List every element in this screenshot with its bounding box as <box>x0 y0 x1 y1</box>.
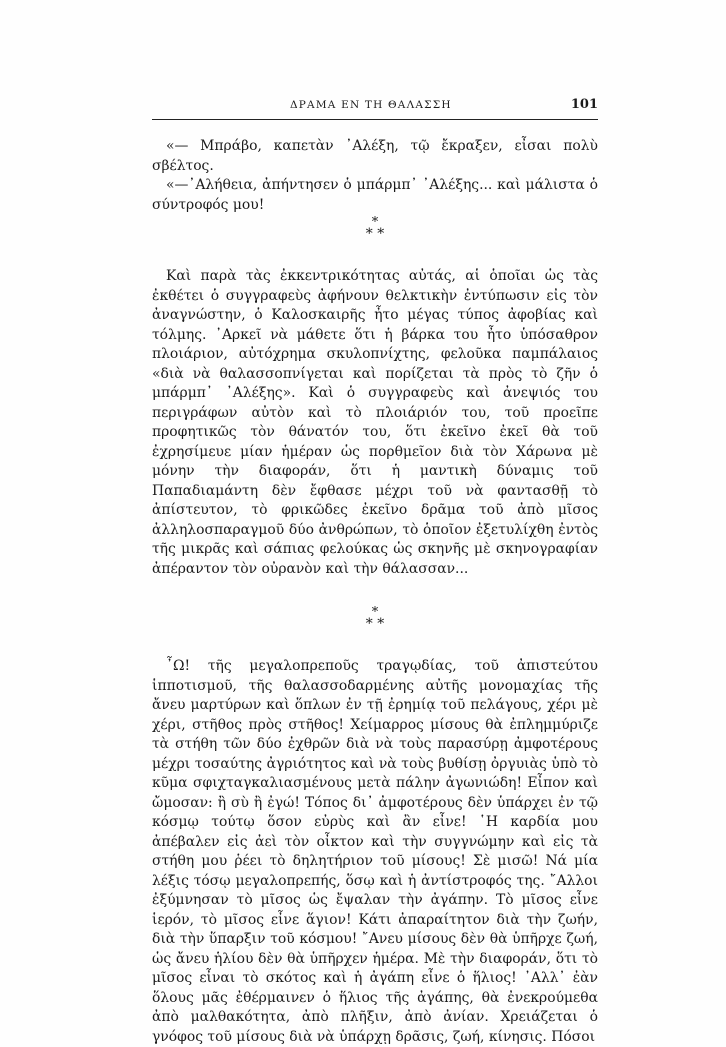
body-paragraph: Καὶ παρὰ τὰς ἐκκεντρικότητας αὐτάς, αἱ ὁποῖαι ὡς τὰς ἐκθέτει ὁ συγγραφεὺς ἀφήνουν θελκτικὴν ἐντύπωσιν εἰς τὸν ἀναγνώστην, ὁ Καλοσκαιρῆς ἦτο μέγας τύπος ἀφοβίας καὶ τόλμης. ᾽Αρκεῖ νὰ μάθετε ὅτι ἡ βάρκα του ἦτο ὑπόσαθρον πλοιάριον, αὐτόχρημα σκυλοπνίχτης, φελοῦκα παμπάλαιος «διὰ νὰ θαλασσοπνίγεται καὶ πορίζεται τὰ πρὸς τὸ ζῆν ὁ μπάρμπ᾽ ᾽Αλέξης». Καὶ ὁ συγγραφεὺς καὶ ἀνεψιός του περιγράφων αὐτὸν καὶ τὸ πλοιάριόν του, τοῦ προεῖπε προφητικῶς τὸν θάνατόν του, ὅτι ἐκεῖνο ἐκεῖ θὰ τοῦ ἐχρησίμευε μίαν ἡμέραν ὡς πορθμεῖον διὰ τὸν Χάρωνα μὲ μόνην τὴν διαφοράν, ὅτι ἡ μαντικὴ δύναμις τοῦ Παπαδιαμάντη δὲν ἔφθασε μέχρι τοῦ νὰ φαντασθῇ τὸ ἀπίστευτον, τὸ φρικῶδες ἐκεῖνο δρᾶμα τοῦ ἀπὸ μῖσος ἀλληλοσπαραγμοῦ δύο ἀνθρώπων, τὸ ὁποῖον ἐξετυλίχθη ἐντὸς τῆς μικρᾶς καὶ σάπιας φελούκας ὡς σκηνῆς μὲ σκηνογραφίαν ἀπέραντον τὸν οὐρανὸν καὶ τὴν θάλασσαν... <box>152 268 598 577</box>
page-number: 101 <box>570 97 598 112</box>
asterism-divider: * * * <box>365 215 385 242</box>
dialogue-line: «— Μπράβο, καπετὰν ᾽Αλέξη, τῷ ἔκραξεν, εἶσαι πολὺ σβέλτος. <box>152 138 598 174</box>
running-title: ΔΡΑΜΑ ΕΝ ΤΗ ΘΑΛΑΣΣΗ <box>290 99 452 111</box>
body-paragraph: ῏Ω! τῆς μεγαλοπρεποῦς τραγῳδίας, τοῦ ἀπιστεύτου ἱπποτισμοῦ, τῆς θαλασσοδαρμένης αὐτῆς μονομαχίας τῆς ἄνευ μαρτύρων καὶ ὅπλων ἐν τῇ ἐρημίᾳ τοῦ πελάγους, χέρι μὲ χέρι, στῆθος πρὸς στῆθος! Χείμαρρος μίσους θὰ ἐπλημμύριζε τὰ στήθη τῶν δύο ἐχθρῶν διὰ νὰ τοὺς παρασύρῃ ἀμφοτέρους μέχρι τοσαύτης ἀγριότητος καὶ νὰ τοὺς βυθίσῃ ὀργυιὰς ὑπὸ τὸ κῦμα σφιχταγκαλιασμένους μετὰ πάλην ἀγωνιώδη! Εἶπον καὶ ὤμοσαν: ἢ σὺ ἢ ἐγώ! Τόπος δι᾽ ἀμφοτέρους δὲν ὑπάρχει ἐν τῷ κόσμῳ τούτῳ ὅσον εὐρὺς καὶ ἂν εἶνε! ῾Η καρδία μου ἀπέβαλεν εἰς ἀεὶ τὸν οἶκτον καὶ τὴν συγγνώμην καὶ εἰς τὰ στήθη μου ῥέει τὸ δηλητήριον τοῦ μίσους! Σὲ μισῶ! Νά μία λέξις τόσῳ μεγαλοπρεπής, ὅσῳ καὶ ἡ ἀντίστροφός της. ῎Αλλοι ἐξύμνησαν τὸ μῖσος ὡς ἔψαλαν τὴν ἀγάπην. Τὸ μῖσος εἶνε ἱερόν, τὸ μῖσος εἶνε ἅγιον! Κάτι ἀπαραίτητον διὰ τὴν ζωήν, διὰ τὴν ὕπαρξιν τοῦ κόσμου! ῎Ανευ μίσους δὲν θὰ ὑπῆρχε ζωή, ὡς ἄνευ ἡλίου δὲν θὰ ὑπῆρχεν ἡμέρα. Μὲ τὴν διαφοράν, ὅτι τὸ μῖσος εἶναι τὸ σκότος καὶ ἡ ἀγάπη εἶνε ὁ ἥλιος! ᾽Αλλ᾽ ἐὰν ὅλους μᾶς ἐθέρμαινεν ὁ ἥλιος τῆς ἀγάπης, θὰ ἐνεκρούμεθα ἀπὸ μαλθακότητα, ἀπὸ πλῆξιν, ἀπὸ ἀνίαν. Χρειάζεται ὁ γνόφος τοῦ μίσους διὰ νὰ ὑπάρχῃ δρᾶσις, ζωή, κίνησις. Πόσοι <box>152 658 598 1045</box>
dialogue-line: «—᾽Αλήθεια, ἀπήντησεν ὁ μπάρμπ᾽ ᾽Αλέξης... καὶ μάλιστα ὁ σύντροφός μου! <box>152 177 598 213</box>
book-page <box>152 97 598 1047</box>
asterism-divider: * * * <box>365 605 385 632</box>
page-header <box>152 97 598 120</box>
